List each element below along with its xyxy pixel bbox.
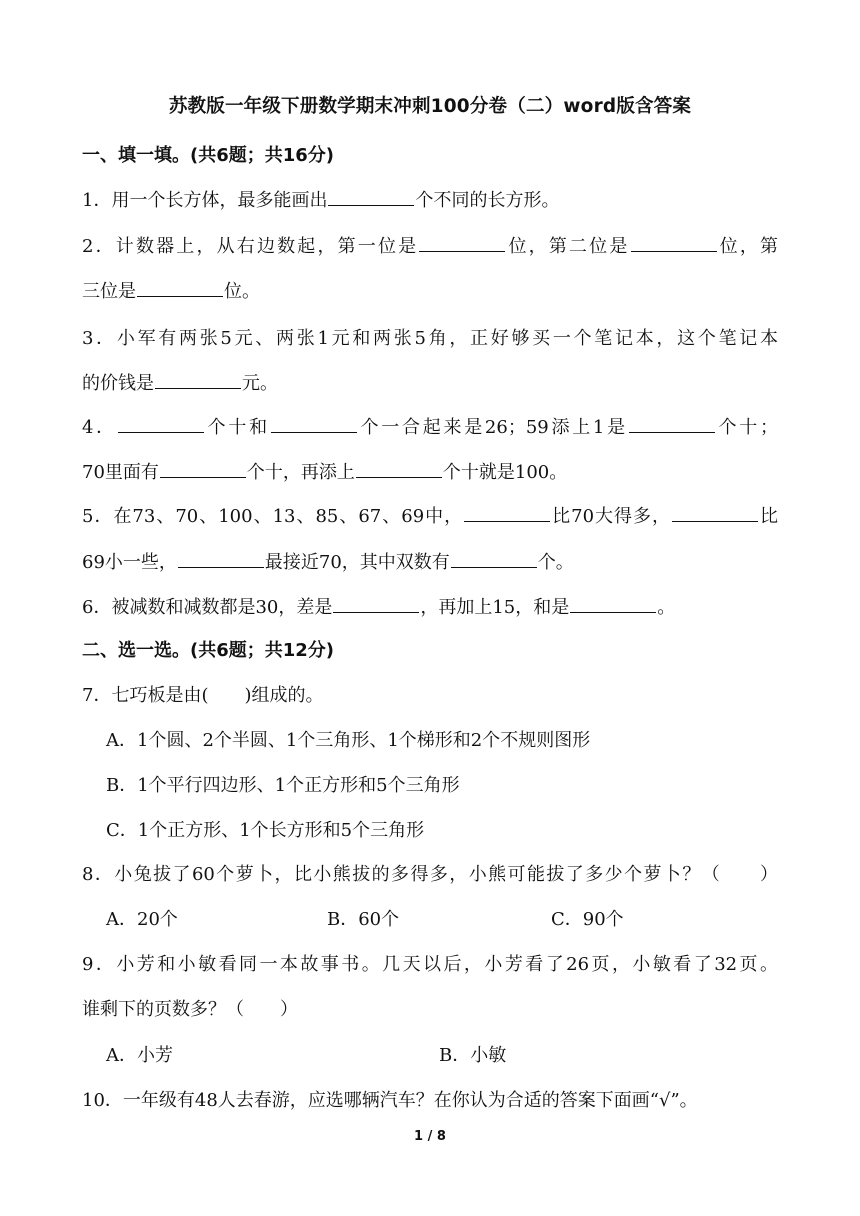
question-6 bbox=[82, 593, 675, 619]
answer-blank[interactable] bbox=[160, 461, 246, 478]
q8-option-a[interactable]: A．20个 bbox=[106, 909, 178, 930]
question-5-line-1 bbox=[82, 502, 778, 528]
answer-blank[interactable] bbox=[356, 461, 442, 478]
question-4-line-1 bbox=[82, 413, 778, 439]
page-number: 1 / 8 bbox=[414, 1129, 446, 1144]
q9-option-b[interactable]: B．小敏 bbox=[439, 1045, 507, 1066]
q9-option-a[interactable]: A．小芳 bbox=[106, 1045, 173, 1066]
q4-text-f: 个十，再添上 bbox=[246, 462, 355, 483]
q2-text-a: 2．计数器上，从右边数起，第一位是 bbox=[82, 236, 419, 257]
answer-blank[interactable] bbox=[419, 235, 505, 252]
q5-text-f: 个。 bbox=[537, 552, 574, 573]
q5-text-c: 比 bbox=[759, 506, 779, 527]
question-10-stem: 10．一年级有48人去春游，应选哪辆汽车？在你认为合适的答案下面画“√”。 bbox=[82, 1090, 698, 1111]
answer-blank[interactable] bbox=[178, 551, 264, 568]
question-2-line-2 bbox=[82, 277, 260, 303]
q4-text-e: 70里面有 bbox=[82, 462, 159, 483]
q2-text-e: 位。 bbox=[224, 281, 260, 302]
answer-blank[interactable] bbox=[629, 416, 715, 433]
q2-text-c: 位，第 bbox=[717, 236, 779, 257]
question-2-line-1 bbox=[82, 232, 778, 258]
answer-blank[interactable] bbox=[672, 505, 758, 522]
q7-option-b[interactable]: B．1个平行四边形、1个正方形和5个三角形 bbox=[106, 775, 460, 796]
answer-blank[interactable] bbox=[451, 551, 537, 568]
q5-text-e: 最接近70，其中双数有 bbox=[264, 552, 450, 573]
section-heading-choose: 二、选一选。(共6题；共12分) bbox=[82, 640, 335, 661]
question-1 bbox=[82, 186, 559, 212]
question-3-line-1: 3．小军有两张5元、两张1元和两张5角，正好够买一个笔记本，这个笔记本 bbox=[82, 328, 778, 349]
q4-text-g: 个十就是100。 bbox=[442, 462, 568, 483]
q6-text-b: ，再加上15，和是 bbox=[420, 597, 570, 618]
question-3-line-2 bbox=[82, 369, 278, 395]
question-5-line-2 bbox=[82, 548, 574, 574]
section-heading-fill-in: 一、填一填。(共6题；共16分) bbox=[82, 145, 335, 166]
answer-blank[interactable] bbox=[464, 505, 550, 522]
q3-text-b: 元。 bbox=[242, 373, 278, 394]
q7-option-c[interactable]: C．1个正方形、1个长方形和5个三角形 bbox=[106, 820, 425, 841]
answer-blank[interactable] bbox=[631, 235, 717, 252]
q2-text-d: 三位是 bbox=[82, 281, 136, 302]
q1-text-a: 1．用一个长方体，最多能画出 bbox=[82, 190, 328, 211]
answer-blank[interactable] bbox=[137, 280, 223, 297]
question-8-stem: 8．小兔拔了60个萝卜，比小熊拔的多得多，小熊可能拔了多少个萝卜？（ ） bbox=[82, 864, 778, 885]
q2-text-b: 位，第二位是 bbox=[506, 236, 630, 257]
question-7-stem: 7．七巧板是由( )组成的。 bbox=[82, 685, 324, 706]
q6-text-a: 6．被减数和减数都是30，差是 bbox=[82, 597, 333, 618]
answer-blank[interactable] bbox=[570, 596, 656, 613]
q4-text-d: 个十； bbox=[715, 417, 779, 438]
q8-option-b[interactable]: B．60个 bbox=[327, 909, 400, 930]
answer-blank[interactable] bbox=[271, 416, 357, 433]
q8-option-c[interactable]: C．90个 bbox=[551, 909, 624, 930]
q3-text-a: 的价钱是 bbox=[82, 373, 154, 394]
answer-blank[interactable] bbox=[118, 416, 204, 433]
question-4-line-2 bbox=[82, 458, 567, 484]
document-title: 苏教版一年级下册数学期末冲刺100分卷（二）word版含答案 bbox=[168, 96, 692, 117]
answer-blank[interactable] bbox=[155, 372, 241, 389]
q4-text-a: 4． bbox=[82, 417, 117, 438]
q5-text-a: 5．在73、70、100、13、85、67、69中， bbox=[82, 506, 464, 527]
q4-text-c: 个一合起来是26；59添上1是 bbox=[357, 417, 628, 438]
answer-blank[interactable] bbox=[333, 596, 419, 613]
q1-text-b: 个不同的长方形。 bbox=[415, 190, 560, 211]
question-9-line-2: 谁剩下的页数多？（ ） bbox=[82, 999, 298, 1020]
q7-option-a[interactable]: A．1个圆、2个半圆、1个三角形、1个梯形和2个不规则图形 bbox=[106, 730, 591, 751]
q5-text-b: 比70大得多， bbox=[551, 506, 672, 527]
q5-text-d: 69小一些， bbox=[82, 552, 177, 573]
q6-text-c: 。 bbox=[657, 597, 676, 618]
q4-text-b: 个十和 bbox=[204, 417, 270, 438]
answer-blank[interactable] bbox=[328, 189, 414, 206]
question-9-line-1: 9．小芳和小敏看同一本故事书。几天以后，小芳看了26页，小敏看了32页。 bbox=[82, 954, 778, 975]
